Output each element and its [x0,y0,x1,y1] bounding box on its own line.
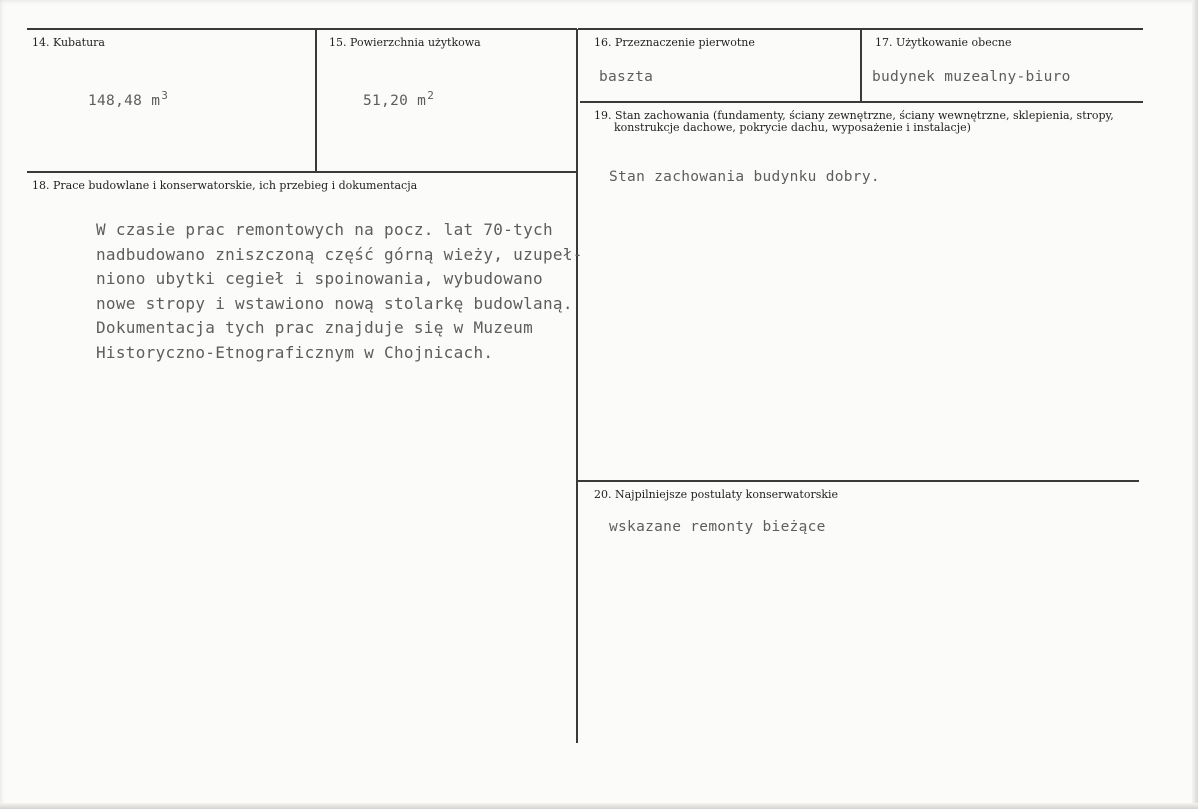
field-19-label-line-2: konstrukcje dachowe, pokrycie dachu, wyposażenie i instalacje) [614,121,971,134]
field-20-value: wskazane remonty bieżące [609,519,826,535]
field-17-label: 17. Użytkowanie obecne [875,36,1012,49]
rule-above-20 [578,480,1139,482]
divider-main [576,29,578,743]
field-16-label: 16. Przeznaczenie pierwotne [594,36,755,49]
field-14-label: 14. Kubatura [32,36,105,49]
field-15-label: 15. Powierzchnia użytkowa [329,36,481,49]
field-14-value [88,89,168,109]
paper-edge-bottom [0,803,1198,809]
top-rule-left [27,28,577,30]
field-18-line: W czasie prac remontowych na pocz. lat 70-tych [96,220,553,239]
field-18-line: nadbudowano zniszczoną część górną wieży, uzupeł- [96,244,583,264]
field-15-value [363,89,434,109]
field-19-label-line-1: 19. Stan zachowania (fundamenty, ściany zewnętrzne, ściany wewnętrzne, sklepienia, stropy, [594,109,1114,122]
divider-14-15 [315,29,317,171]
area-value: 51,20 m [363,92,427,109]
field-16-value: baszta [599,69,654,85]
field-18-line: nowe stropy i wstawiono nową stolarkę budowlaną. [96,293,573,313]
cubature-exponent: 3 [161,89,169,102]
field-18-line: Historyczno-Etnograficznym w Chojnicach. [96,342,494,362]
divider-16-17 [860,29,862,101]
area-exponent: 2 [427,89,435,102]
field-20-label: 20. Najpilniejsze postulaty konserwatorskie [594,488,839,501]
field-18-line: Dokumentacja tych prac znajduje się w Muzeum [96,318,534,337]
field-18-line: niono ubytki cegieł i spoinowania, wybudowano [96,269,543,288]
field-19-value: Stan zachowania budynku dobry. [609,169,880,185]
rule-above-18 [27,171,577,173]
field-18-label: 18. Prace budowlane i konserwatorskie, ich przebieg i dokumentacja [32,179,418,192]
paper-edge-right [1192,0,1198,809]
rule-under-16-17 [580,101,1143,103]
field-17-value: budynek muzealny-biuro [872,69,1071,85]
cubature-value: 148,48 m [88,92,161,109]
